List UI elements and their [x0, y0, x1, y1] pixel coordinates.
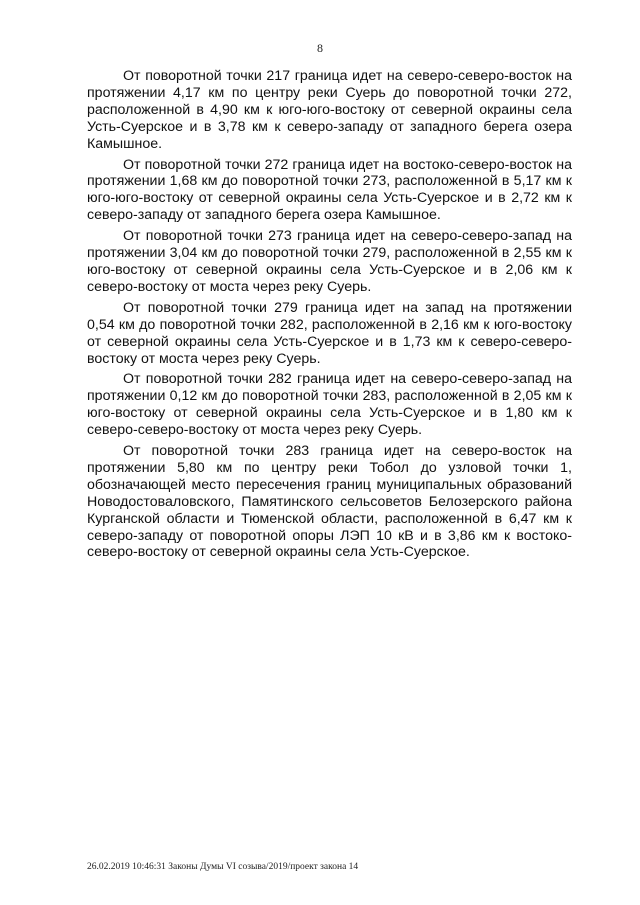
paragraph-boundary-217-272: От поворотной точки 217 граница идет на северо-северо-восток на протяжении 4,17 км по центру реки Суерь до поворотной точки 272, расположенной в 4,90 км к юго-юго-востоку от северной окраины села Усть-Суерское и в 3,78 км к северо-западу от западного берега озера Камышное. — [87, 68, 572, 152]
paragraph-boundary-279-282: От поворотной точки 279 граница идет на запад на протяжении 0,54 км до поворотной точки 282, расположенной в 2,16 км к юго-востоку от северной окраины села Усть-Суерское и в 1,73 км к северо-северо-востоку от моста через реку Суерь. — [87, 299, 572, 367]
footer-file-info: 26.02.2019 10:46:31 Законы Думы VI созыва/2019/проект закона 14 — [87, 862, 359, 872]
paragraph-boundary-273-279: От поворотной точки 273 граница идет на северо-северо-запад на протяжении 3,04 км до поворотной точки 279, расположенной в 2,55 км к юго-востоку от северной окраины села Усть-Суерское и в 2,06 км к северо-востоку от моста через реку Суерь. — [87, 228, 572, 295]
paragraph-boundary-272-273: От поворотной точки 272 граница идет на востоко-северо-восток на протяжении 1,68 км до поворотной точки 273, расположенной в 5,17 км к юго-юго-востоку от северной окраины села Усть-Суерское и в 2,72 км к северо-западу от западного берега озера Камышное. — [87, 156, 572, 224]
page-number: 8 — [317, 41, 323, 55]
paragraph-boundary-282-283: От поворотной точки 282 граница идет на северо-северо-запад на протяжении 0,12 км до поворотной точки 283, расположенной в 2,05 км к юго-востоку от северной окраины села Усть-Суерское и в 1,80 км к северо-северо-востоку от моста через реку Суерь. — [87, 371, 572, 439]
document-body — [87, 68, 572, 565]
paragraph-boundary-283-node-1: От поворотной точки 283 граница идет на северо-восток на протяжении 5,80 км по центру реки Тобол до узловой точки 1, обозначающей место пересечения границ муниципальных образований Новодостоваловского, Памятинского сельсоветов Белозерского района Курганской области и Тюменской области, расположенной в 6,47 км к северо-западу от поворотной опоры ЛЭП 10 кВ и в 3,86 км к востоко-северо-востоку от северной окраины села Усть-Суерское. — [87, 443, 572, 561]
